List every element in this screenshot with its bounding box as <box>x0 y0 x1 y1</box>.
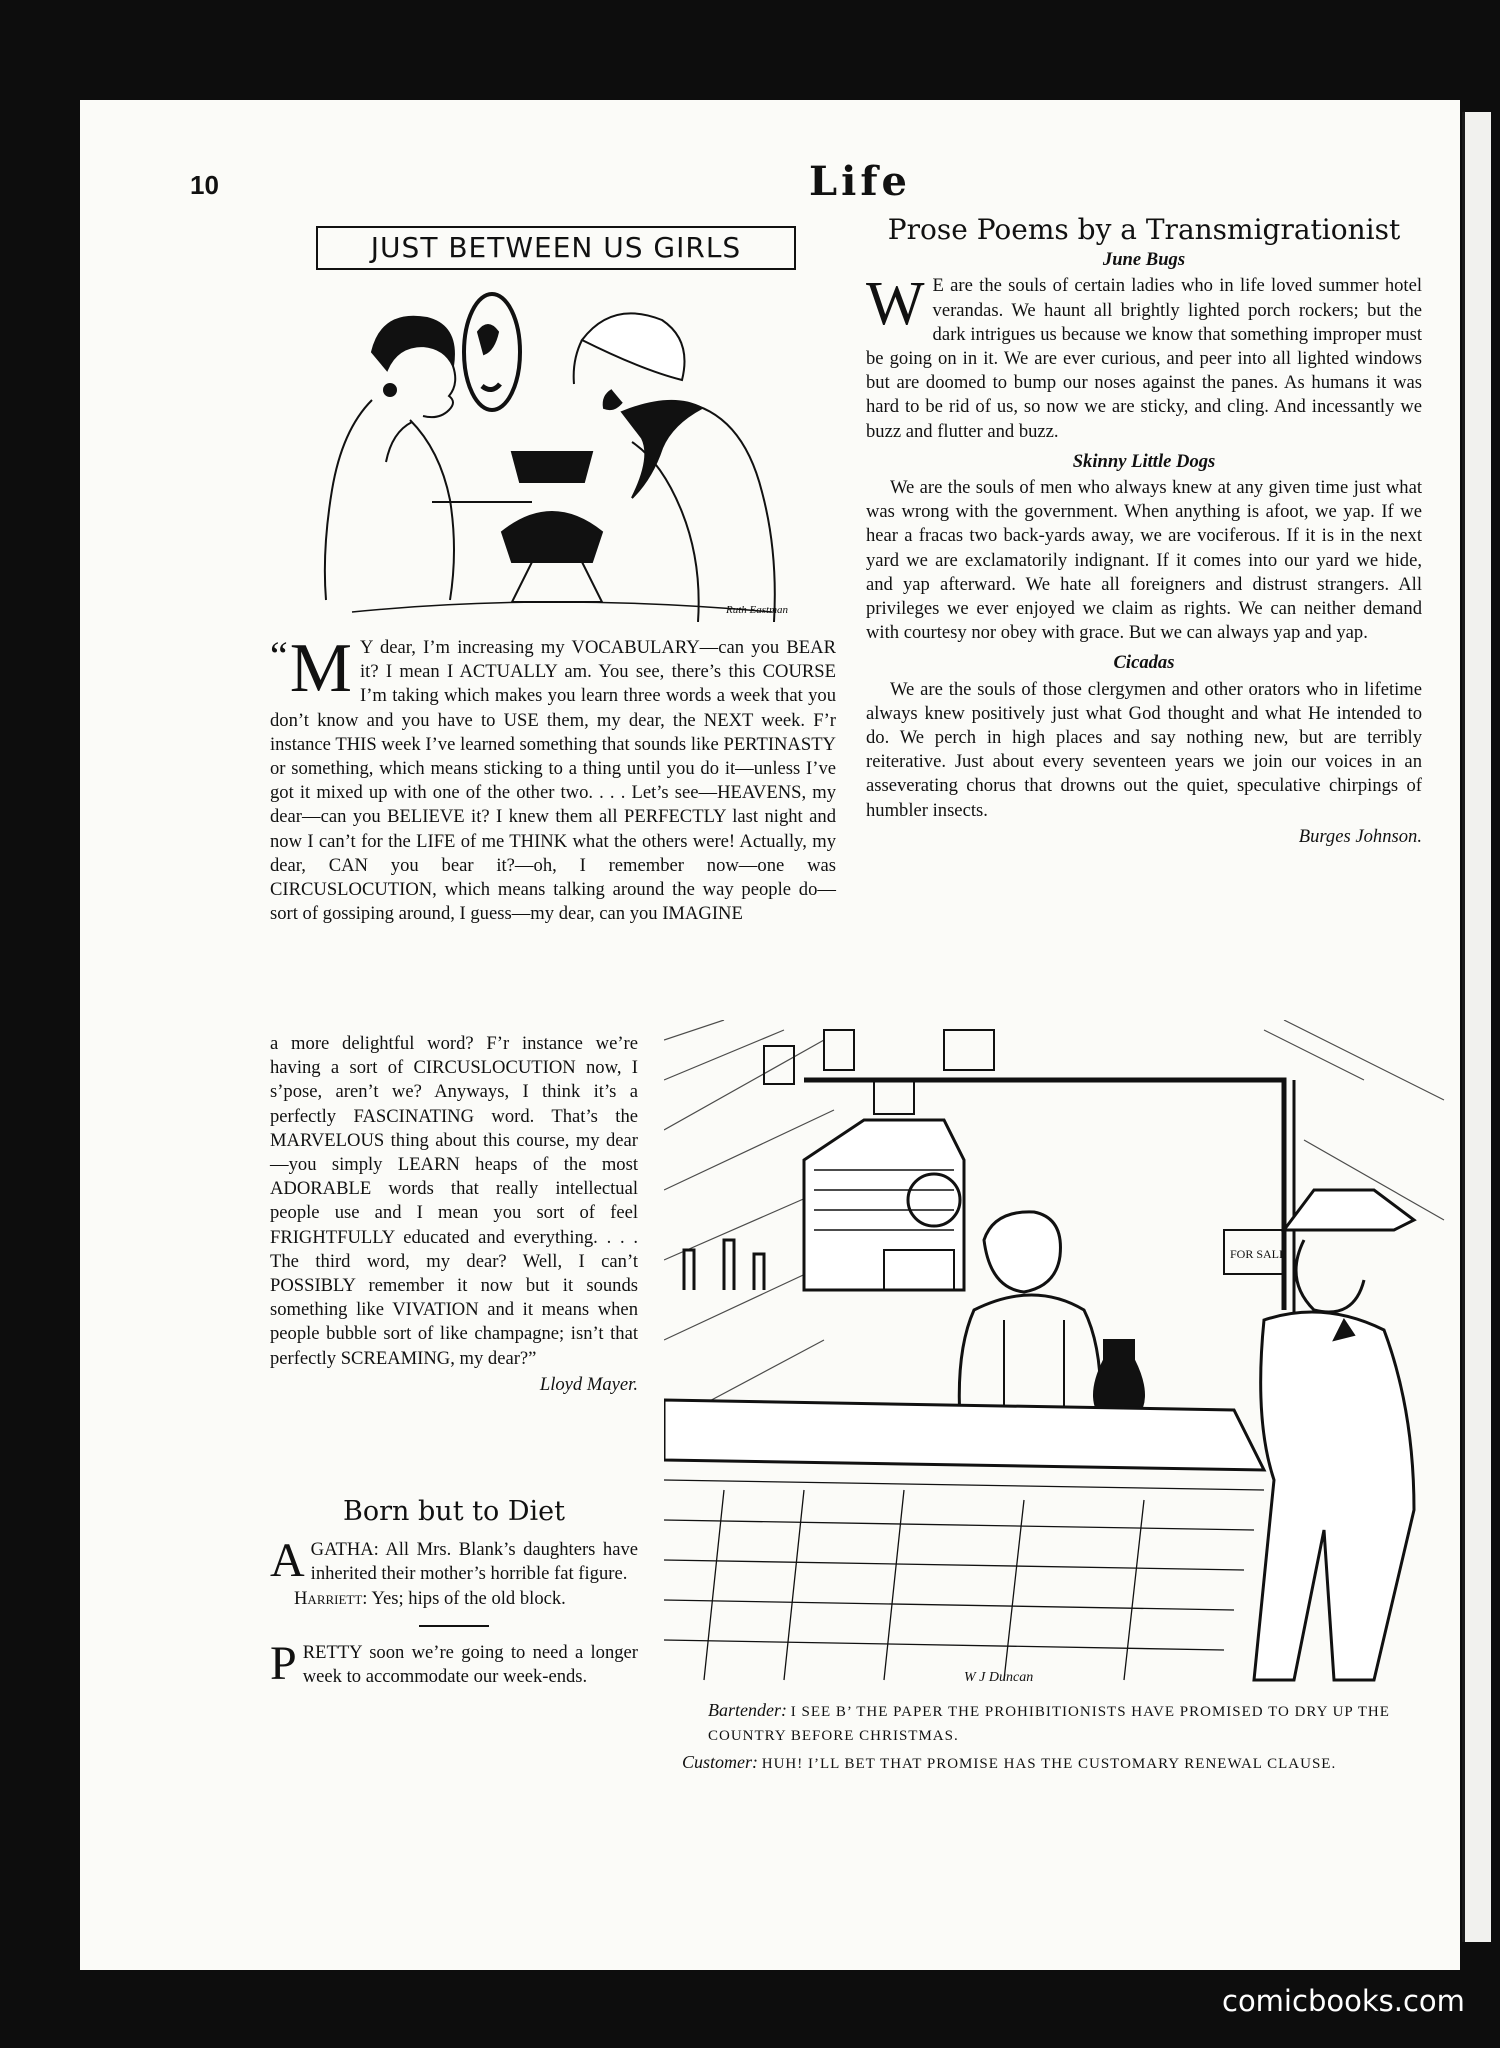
vocabulary-body-continued: a more delightful word? F’r instance we’re having a sort of CIRCUSLOCUTION now, I s’pose, aren’t we? Anyways, I think it’s a perfectly FASCINATING word. That’s the MARVELOUS thing about this course, my dear—you simply LEARN heaps of the most ADORABLE words that really intellectual people use and I mean you sort of feel FRIGHTFULLY educated and everything. . . . The third word, my dear? Well, I can’t POSSIBLY remember it now but it sounds something like VIVATION and it means when people bubble sort of like champagne; isn’t that perfectly SCREAMING, my dear?” <box>270 1033 638 1369</box>
opening-quote: “ <box>270 633 288 678</box>
diet-article <box>270 1496 638 1690</box>
prose-poems-article <box>866 213 1422 849</box>
heading-cicadas: Cicadas <box>1113 652 1175 674</box>
skinny-dogs-text: We are the souls of men who always knew at any given time just what was wrong with the government. When anything is afoot, we yap. If we hear a fracas two back-yards away, we are vociferous. If it is in the next yard we are exclamatorily indignant. If it comes into our yard we hide, and yap afterward. We hate all foreigners and distrust strangers. All privileges we ever enjoyed we claim as rights. We can neither demand with courtesy nor obey with grace. But we can always yap and yap. <box>866 477 1422 644</box>
customer-line: HUH! I’LL BET THAT PROMISE HAS THE CUSTOMARY RENEWAL CLAUSE. <box>761 1756 1337 1772</box>
diet-title: Born but to Diet <box>343 1496 565 1527</box>
heading-june-bugs: June Bugs <box>1102 249 1186 271</box>
watermark: comicbooks.com <box>1222 1984 1465 2018</box>
illustration-signature: Ruth Eastman <box>726 604 789 616</box>
vocabulary-body: Y dear, I’m increasing my VOCABULARY—can you BEAR it? I mean I ACTUALLY am. You see, there’s this COURSE I’m taking which makes you learn three words a week that you don’t know and you have to USE them, my dear, the NEXT week. F’r instance THIS week I’ve learned something that sounds like PERTINASTY or something, which means sticking to a thing until you do it—unless I’ve got it mixed up with one of the other two. . . . Let’s see—HEAVENS, my dear—can you BELIEVE it? I knew them all PERFECTLY last night and now I can’t for the LIFE of me THINK what the others were! Actually, my dear, CAN you bear it?—oh, I remember now—one was CIRCUSLOCUTION, which means talking around the way people do—sort of gossiping around, I guess—my dear, can you IMAGINE <box>270 637 836 925</box>
girls-gossip-illustration <box>282 282 822 622</box>
sign-text: FOR SALE <box>1230 1247 1287 1261</box>
drop-cap-a: A <box>270 1534 305 1588</box>
vocabulary-article <box>270 630 836 926</box>
speaker-bartender: Bartender: <box>708 1700 787 1720</box>
adjacent-page-edge <box>1462 112 1491 1942</box>
drop-cap-w: W <box>866 270 925 339</box>
drop-cap-m: M <box>289 630 353 707</box>
page-number: 10 <box>190 170 219 200</box>
cartoon-signature: W J Duncan <box>964 1670 1034 1685</box>
drop-cap-p: P <box>270 1636 297 1690</box>
diet-p3: RETTY soon we’re going to need a longer week to accommodate our week-ends. <box>302 1641 638 1688</box>
speaker-harriett: Harriett: <box>294 1587 368 1609</box>
speaker-customer: Customer: <box>682 1752 758 1772</box>
june-bugs-text: E are the souls of certain ladies who in life loved summer hotel verandas. We haunt all brightly lighted porch rockers; but the dark intrigues us because we know that something improper must be going on in it. We are ever curious, and peer into all lighted windows but are doomed to bump our noses against the panes. As humans it was hard to be rid of us, so now we are sticky, and cling. And incessantly we buzz and flutter and buzz. <box>866 275 1422 442</box>
prose-poems-title: Prose Poems by a Transmigrationist <box>887 213 1401 246</box>
bartender-line: I SEE B’ THE PAPER THE PROHIBITIONISTS HAVE PROMISED TO DRY UP THE COUNTRY BEFORE CHRISTMAS. <box>708 1704 1390 1744</box>
article-title-box: JUST BETWEEN US GIRLS <box>316 226 796 270</box>
diet-p1: GATHA: All Mrs. Blank’s daughters have inherited their mother’s horrible fat figure. <box>310 1539 638 1585</box>
heading-skinny-little-dogs: Skinny Little Dogs <box>1072 450 1216 472</box>
byline-lloyd-mayer: Lloyd Mayer. <box>539 1373 638 1395</box>
masthead: Life <box>809 158 911 205</box>
bar-cartoon <box>664 1020 1454 1692</box>
byline-burges-johnson: Burges Johnson. <box>1298 825 1422 847</box>
cartoon-caption <box>668 1698 1458 1776</box>
divider-rule <box>419 1625 489 1627</box>
cicadas-text: We are the souls of those clergymen and other orators who in lifetime always knew positively just what God thought and what He intended to do. We perch in high places and say nothing new, but are terribly reiterative. Just about every seventeen years we join our voices in an asseverating chorus that drowns out the quiet, speculative chirpings of humbler insects. <box>866 678 1422 821</box>
diet-p2: Yes; hips of the old block. <box>367 1587 566 1609</box>
vocabulary-article-continued <box>270 1032 638 1397</box>
